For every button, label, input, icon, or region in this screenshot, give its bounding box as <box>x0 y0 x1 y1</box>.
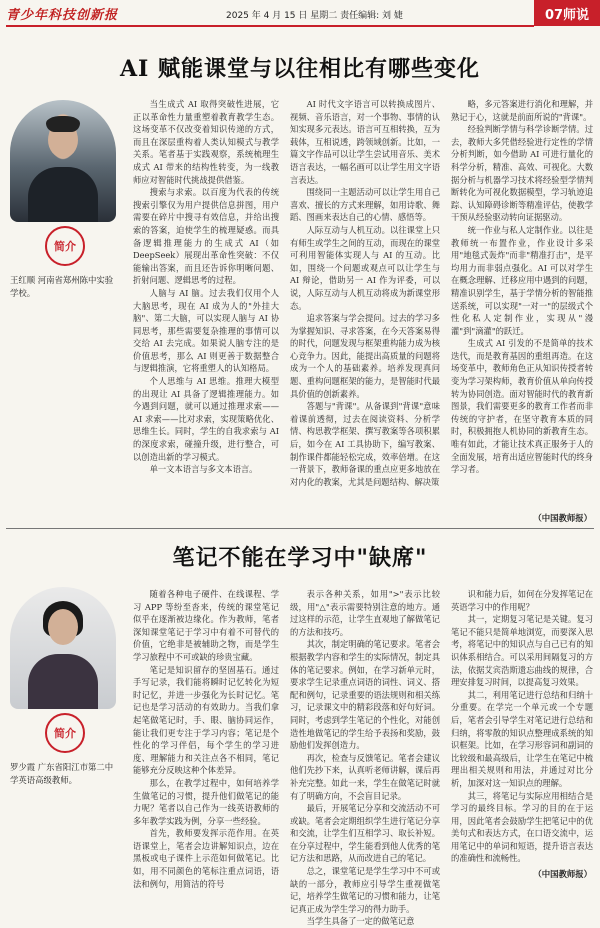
masthead: 青少年科技创新报 <box>6 8 119 23</box>
article-1-column-3 <box>451 98 593 506</box>
paragraph: 人脑与 AI 脑。过去我们仅用个人大脑思考，现在 AI 成为人的"外挂大脑"、第二大脑，可以实现人脑与 AI 协同思考，那些需要复杂推理的事情可以交给 AI 去完成。如果说人脑专注的是价值思考，那么 AI 则更善于数据整合与逻辑推演，它将重塑人的认知格局。 <box>133 287 279 374</box>
article-2-column-2 <box>290 588 440 927</box>
paragraph: 其二，利用笔记进行总结和归纳十分重要。在学完一个单元或一个专题后，笔者会引导学生对笔记进行总结和归纳，将零散的知识点整理成系统的知识框架。比如，在学习形容词和副词的比较级和最高级后，让学生在笔记中梳理出相关规则和用法，并通过对比分析，加深对这一知识点的理解。 <box>451 689 593 788</box>
article-2-column-3 <box>451 588 593 866</box>
paragraph: 再次，检查与反馈笔记。笔者会建议他们先抄下来，认真听老师讲解，课后再补充完整。如此一来，学生在做笔记时就有了明确方向，不会盲目记录。 <box>290 752 440 801</box>
paragraph: 答题与"背课"。从备课到"背课"意味着课前透彻，过去在阅读资料、分析学情、构思教学框架、撰写教案等各项积累后，如今在 AI 工具协助下，编写教案、制作课件都能轻松完成，效率倍增。在这一背景下，教师备课的重点应更多地放在对内化的教案，尤其是问题结构、解决策 <box>290 401 440 487</box>
paragraph: 其次，制定明确的笔记要求。笔者会根据教学内容和学生的实际情况，制定具体的笔记要求。例如，在学习新单元时，要求学生记录重点词语的词性、词义、搭配和例句，记录重要的语法规则和相关练习，记录课文中的精彩段落和好句好词。同时，考虑到学生笔记的个性化，对能创造性地做笔记的学生给予表扬和奖励，鼓励他们发挥创造力。 <box>290 639 440 751</box>
bio-badge: 简介 <box>45 226 85 266</box>
paragraph: 那么，在教学过程中，如何培养学生做笔记的习惯，提升他们做笔记的能力呢？笔者以自己作为一线英语教师的多年教学实践为例，分享一些经验。 <box>133 777 279 826</box>
author-photo <box>10 100 116 222</box>
paragraph: 单一文本语言与多文本语言。 <box>149 464 258 475</box>
paragraph: AI 时代文字语言可以转换成图片、视频、音乐语言，对一个事物、事情的认知实现多元表达。语言可互相转换，互为载体，互相说透，跨领域创新。比如，一篇文字作品可以让学生尝试用音乐、美术语言表达，一幅名画可以让学生用文字语言表达。 <box>290 99 440 185</box>
paragraph: 识和能力后，如何在分发挥笔记在英语学习中的作用呢？ <box>451 589 593 612</box>
dateline: 2025 年 4 月 15 日 星期二 责任编辑: 刘 婕 <box>226 11 403 21</box>
author-bio: 罗少霞 广东省阳江市第二中学英语高级教师。 <box>10 762 114 785</box>
article-2-source: （中国教师报） <box>533 869 592 879</box>
paragraph: 其三，将笔记与实际应用相结合是学习的最终目标。学习的目的在于运用，因此笔者会鼓励学生把笔记中的优美句式和表达方式，在口语交流中，运用笔记中的单词和短语，提升语言表达的准确性和流畅性。 <box>451 790 593 864</box>
article-1-column-2 <box>290 98 440 518</box>
article-1-author-sidebar <box>10 100 120 300</box>
paragraph: 首先，教师要发挥示范作用。在英语课堂上，笔者会边讲解知识点，边在黑板或电子课件上示范如何做笔记。比如，用不同颜色的笔标注重点词语，语法和例句，用简洁的符号 <box>133 828 279 889</box>
paragraph: 当生成式 AI 取得突破性进展，它正以革命性力量重塑着教育教学生态。这场变革不仅改变着知识传递的方式，而且在深层重构着人类认知模式与教学关系。笔者基于实践观察，系统梳理生成式 AI 带来的结构性转变，为一线教师应对智能时代挑战提供借鉴。 <box>133 99 279 185</box>
paragraph: 其一，定期复习笔记是关键。复习笔记不能只是简单地浏览，而要深入思考，将笔记中的知识点与自己已有的知识体系相结合。可以采用间隔复习的方法，依据艾宾浩斯遗忘曲线的规律，合理安排复习时间，以提高复习效果。 <box>451 614 593 688</box>
paragraph: 围绕同一主题活动可以让学生用自己喜欢、擅长的方式来理解，如用诗歌、舞蹈、图画来表达自己的心情、感悟等。 <box>290 187 440 223</box>
paragraph: 经验判断学情与科学诊断学情。过去，教师大多凭借经验进行定性的学情分析判断，如今借助 AI 可进行量化的科学分析，精准、高效、可视化。大数据分析与机器学习技术将经验型学情判断转化为可视化数据模型，学习轨迹追踪、认知障碍诊断等精准评估，使教学干预从经验驱动转向证据驱动。 <box>451 124 593 223</box>
article-1-title: AI 赋能课堂与以往相比有哪些变化 <box>119 56 481 82</box>
paragraph: 统一作业与私人定制作业。以往是教师统一布置作业，作业设计多采用"地毯式轰炸"而非"精准打击"，是平均用力而非弱点强化。AI 可以对学生在概念理解、迁移应用中遇到的问题，精准识别学生，基于学情分析的智能推送系统，可以实现"一对一"的层级式个性化私人定制作业，实现从"漫灌"到"滴灌"的跃迁。 <box>451 224 593 336</box>
article-1-column-1 <box>133 98 279 518</box>
paragraph: 笔记是知识留存的坚固基石。通过手写记录，我们能将瞬时记忆转化为短时记忆，并进一步强化为长时记忆。笔记也是学习活动的有效助力。当我们拿起笔做笔记时，手、眼、脑协同运作，能让我们更专注于学习内容；笔记是个性化的学习伴侣，每个学生的学习进度、理解能力和关注点各不相同，笔记能够充分反映这种个体差异。 <box>133 664 279 776</box>
article-2-title: 笔记不能在学习中"缺席" <box>172 545 428 571</box>
article-2-column-1 <box>133 588 279 889</box>
article-2-author-sidebar <box>10 587 120 787</box>
article-1-source: （中国教师报） <box>533 513 592 523</box>
bio-badge: 简介 <box>45 713 85 753</box>
paragraph: 略，多元答案进行消化和理解，并熟记于心，这就是前面所说的"背课"。 <box>451 99 593 122</box>
paragraph: 总之，课堂笔记是学生学习中不可或缺的一部分，教师应引导学生重视做笔记，培养学生做笔记的习惯和能力，让笔记真正成为学生学习的得力助手。 <box>290 866 440 914</box>
paragraph: 生成式 AI 引发的不是简单的技术迭代，而是教育基因的重组再造。在这场变革中，教师角色正从知识传授者转变为学习架构师，教育价值从单向传授转为协同创造。面对智能时代的教育新图景，我们需要更多的教育工作者而非传统的守护者，在坚守教育本质的同时，积极拥抱人机协同的新教育生态。唯有如此，才能让技术真正服务于人的全面发展，培育出适应智能时代的终身学习者。 <box>451 338 593 475</box>
paragraph: 当学生具备了一定的做笔记意 <box>306 916 415 927</box>
paragraph: 追求答案与学会提问。过去的学习多为掌握知识、寻求答案，在今天答案易得的时代，问题发现与框架重构能力成为核心竞争力。因此，能提出高质量的问题将成为一个人的基础素养。培养发现真问题、重构问题框架的能力，是智能时代最具价值的创新素养。 <box>290 313 440 399</box>
paragraph: 人际互动与人机互动。以往课堂上只有师生或学生之间的互动，而现在的课堂可利用智能体实现人与 AI 的互动。比如，围绕一个问题或观点可以让学生与 AI 辩论，借助另一 AI 作为评委，可以说，人际互动与人机互动将成为新课堂形态。 <box>290 224 440 311</box>
author-photo <box>10 587 116 709</box>
paragraph: 个人思维与 AI 思维。推理大模型的出现让 AI 具备了逻辑推理能力。如今遇到问题，就可以通过推理求索——AI 求索——比对求索，实现策略优化、思维生长。同时，学生的自我求索与 AI 的深度求索，碰撞升级，进行整合，可以创造出新的学习模式。 <box>133 376 279 462</box>
paragraph: 搜索与求索。以百度为代表的传统搜索引擎仅为用户提供信息拼图，用户需要在碎片中搜寻有效信息，并给出搜索的答案，迫使学生的梳理疑惑。而具备逻辑推理能力的生成式 AI（如 DeepSeek）展现出革命性突破：不仅能输出答案，而且还告诉你明晰问题、折射问题、逻辑思考的过程。 <box>133 187 279 286</box>
paragraph: 表示各种关系，如用">"表示比较级，用"△"表示需要特别注意的地方。通过这样的示范，让学生直观地了解做笔记的方法和技巧。 <box>290 589 440 637</box>
section-tab: 07师说 <box>534 0 600 26</box>
paragraph: 随着各种电子硬件、在线课程、学习 APP 等纷至沓来，传统的课堂笔记似乎在逐渐被边缘化。作为教师，笔者深知课堂笔记于学习中有着不可替代的价值，它绝非是被辅助之物，而是学生学习旅程中不可或缺的珍贵宝藏。 <box>133 589 279 662</box>
author-bio: 王红顺 河南省郑州陈中实验学校。 <box>10 275 114 298</box>
paragraph: 最后，开展笔记分享和交流活动不可或缺。笔者会定期组织学生进行笔记分享和交流，让学生们互相学习、取长补短。在分享过程中，学生能看到他人优秀的笔记方法和思路，从而改进自己的笔记。 <box>290 803 440 864</box>
header-rule <box>6 25 534 27</box>
article-divider <box>6 528 594 529</box>
